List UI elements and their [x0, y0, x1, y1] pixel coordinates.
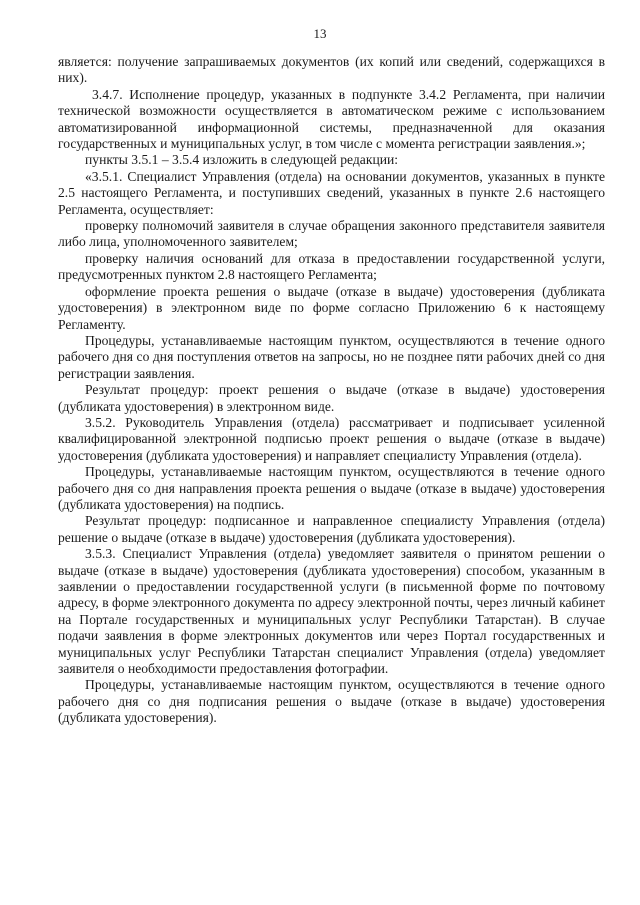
paragraph-3-5-2: 3.5.2. Руководитель Управления (отдела) рассматривает и подписывает усиленной квалифицированной электронной подписью проект решения о выдаче (отказе в выдаче) удостоверения (дубликата удостоверения) и направляет специалисту Управления (отдела). — [58, 414, 605, 463]
document-body — [58, 54, 605, 727]
paragraph-procedure-term-3: Процедуры, устанавливаемые настоящим пунктом, осуществляются в течение одного рабочего дня со дня подписания решения о выдаче (отказе в выдаче) удостоверения (дубликата удостоверения). — [58, 677, 605, 726]
paragraph-result-1: Результат процедур: проект решения о выдаче (отказе в выдаче) удостоверения (дубликата удостоверения) в электронном виде. — [58, 382, 605, 414]
paragraph-result-2: Результат процедур: подписанное и направленное специалисту Управления (отдела) решение о выдаче (отказе в выдаче) удостоверения (дубликата удостоверения). — [58, 513, 605, 545]
page-number: 13 — [313, 26, 327, 41]
paragraph-3-4-7: 3.4.7. Исполнение процедур, указанных в подпункте 3.4.2 Регламента, при наличии технической возможности осуществляется в автоматическом режиме с использованием автоматизированной информационной системы, предназначенной для оказания государственных и муниципальных услуг, в том числе с момента регистрации заявления.»; — [58, 86, 605, 152]
paragraph-check-authority: проверку полномочий заявителя в случае обращения законного представителя заявителя либо лица, уполномоченного заявителем; — [58, 218, 605, 250]
paragraph-check-grounds: проверку наличия оснований для отказа в предоставлении государственной услуги, предусмотренных пунктом 2.8 настоящего Регламента; — [58, 250, 605, 283]
paragraph-3-5-1: «3.5.1. Специалист Управления (отдела) на основании документов, указанных в пункте 2.5 настоящего Регламента, и поступивших сведений, указанных в пункте 2.6 настоящего Регламента, осуществляет: — [58, 168, 605, 217]
paragraph-3-5-3: 3.5.3. Специалист Управления (отдела) уведомляет заявителя о принятом решении о выдаче (отказе в выдаче) удостоверения (дубликата удостоверения) способом, указанным в заявлении о предоставлении государственной услуги (в письменной форме по почтовому адресу, в форме электронного документа по адресу электронной почты, через личный кабинет на Портале государственных и муниципальных услуг Республики Татарстан). В случае подачи заявления в форме электронных документов или через Портал государственных и муниципальных услуг Республики Татарстан специалист Управления (отдела) уведомляет заявителя о необходимости предоставления фотографии. — [58, 546, 605, 677]
paragraph-procedure-term-2: Процедуры, устанавливаемые настоящим пунктом, осуществляются в течение одного рабочего дня со дня направления проекта решения о выдаче (отказе в выдаче) удостоверения (дубликата удостоверения) на подпись. — [58, 464, 605, 512]
paragraph-draft-decision: оформление проекта решения о выдаче (отказе в выдаче) удостоверения (дубликата удостоверения) в электронном виде по форме согласно Приложению 6 к настоящему Регламенту. — [58, 283, 605, 332]
paragraph-amendment-intro: пункты 3.5.1 – 3.5.4 изложить в следующей редакции: — [85, 152, 399, 168]
paragraph-continuation: является: получение запрашиваемых документов (их копий или сведений, содержащихся в них). — [58, 54, 605, 86]
paragraph-procedure-term-1: Процедуры, устанавливаемые настоящим пунктом, осуществляются в течение одного рабочего дня со дня поступления ответов на запросы, но не позднее пяти рабочих дней со дня регистрации заявления. — [58, 332, 605, 381]
